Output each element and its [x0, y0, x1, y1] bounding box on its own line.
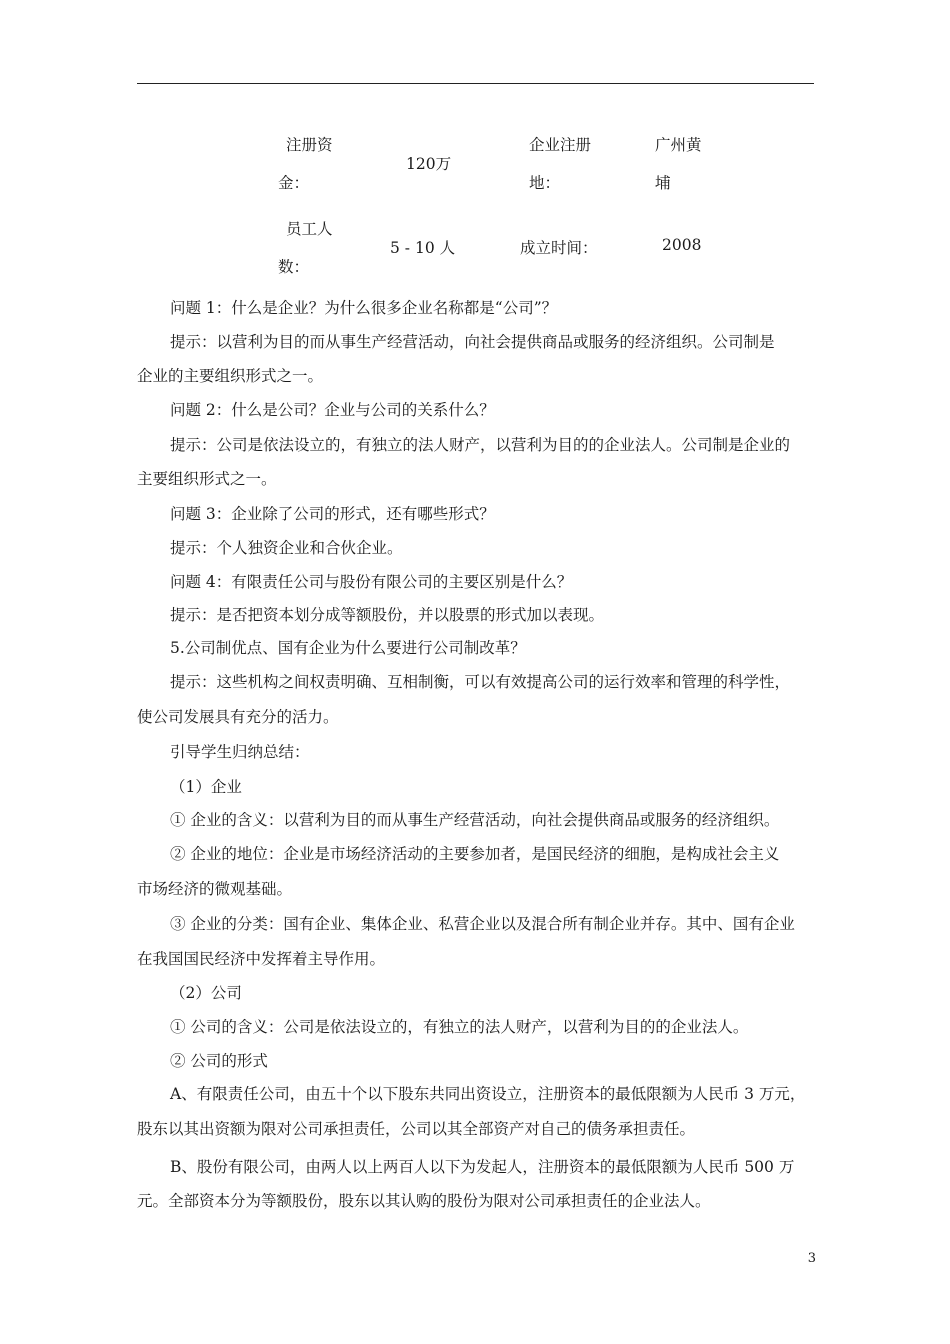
staff-value: 5 - 10 人: [390, 239, 456, 257]
llc-line2: 股东以其出资额为限对公司承担责任，公司以其全部资产对自己的债务承担责任。: [137, 1120, 696, 1138]
location-value-line1: 广州黄: [655, 136, 702, 154]
hint-2-line1: 提示：公司是依法设立的，有独立的法人财产，以营利为目的的企业法人。公司制是企业的: [170, 436, 791, 454]
hint-3: 提示：个人独资企业和合伙企业。: [170, 539, 403, 557]
enterprise-status-line2: 市场经济的微观基础。: [137, 880, 293, 898]
staff-label-line1: 员工人: [286, 220, 333, 238]
section-company: （2）公司: [170, 984, 242, 1002]
hint-2-line2: 主要组织形式之一。: [137, 470, 277, 488]
question-1: 问题 1：什么是企业？为什么很多企业名称都是“公司”？: [170, 299, 558, 317]
question-4: 问题 4：有限责任公司与股份有限公司的主要区别是什么？: [170, 573, 573, 591]
location-label-line1: 企业注册: [529, 136, 592, 154]
joint-stock-line2: 元。全部资本分为等额股份，股东以其认购的股份为限对公司承担责任的企业法人。: [137, 1192, 711, 1210]
capital-value: 120万: [406, 155, 452, 173]
enterprise-types-line1: ③ 企业的分类：国有企业、集体企业、私营企业以及混合所有制企业并存。其中、国有企业: [170, 915, 795, 933]
company-forms: ② 公司的形式: [170, 1052, 268, 1070]
question-5: 5.公司制优点、国有企业为什么要进行公司制改革？: [170, 639, 526, 657]
hint-5-line2: 使公司发展具有充分的活力。: [137, 708, 339, 726]
llc-line1: A、有限责任公司，由五十个以下股东共同出资设立，注册资本的最低限额为人民币 3 万元，: [170, 1085, 806, 1103]
enterprise-status-line1: ② 企业的地位：企业是市场经济活动的主要参加者，是国民经济的细胞，是构成社会主义: [170, 845, 780, 863]
hint-5-line1: 提示：这些机构之间权责明确、互相制衡，可以有效提高公司的运行效率和管理的科学性，: [170, 673, 791, 691]
summary-intro: 引导学生归纳总结：: [170, 743, 310, 761]
enterprise-types-line2: 在我国国民经济中发挥着主导作用。: [137, 950, 386, 968]
staff-label-line2: 数：: [278, 258, 310, 276]
location-value-line2: 埔: [655, 174, 671, 192]
capital-label-line1: 注册资: [286, 136, 333, 154]
company-meaning: ① 公司的含义：公司是依法设立的，有独立的法人财产，以营利为目的的企业法人。: [170, 1018, 749, 1036]
capital-label-line2: 金：: [278, 174, 310, 192]
joint-stock-line1: B、股份有限公司，由两人以上两百人以下为发起人，注册资本的最低限额为人民币 500 万: [170, 1158, 795, 1176]
section-enterprise: （1）企业: [170, 778, 242, 796]
hint-4: 提示：是否把资本划分成等额股份，并以股票的形式加以表现。: [170, 606, 605, 624]
question-3: 问题 3：企业除了公司的形式，还有哪些形式？: [170, 505, 495, 523]
header-rule: [137, 83, 814, 84]
hint-1-line1: 提示：以营利为目的而从事生产经营活动，向社会提供商品或服务的经济组织。公司制是: [170, 333, 775, 351]
enterprise-meaning: ① 企业的含义：以营利为目的而从事生产经营活动，向社会提供商品或服务的经济组织。: [170, 811, 780, 829]
founded-value: 2008: [662, 236, 702, 254]
founded-label: 成立时间：: [520, 239, 598, 257]
hint-1-line2: 企业的主要组织形式之一。: [137, 367, 324, 385]
page-number: 3: [807, 1251, 816, 1266]
location-label-line2: 地：: [529, 174, 561, 192]
question-2: 问题 2：什么是公司？企业与公司的关系什么？: [170, 401, 495, 419]
